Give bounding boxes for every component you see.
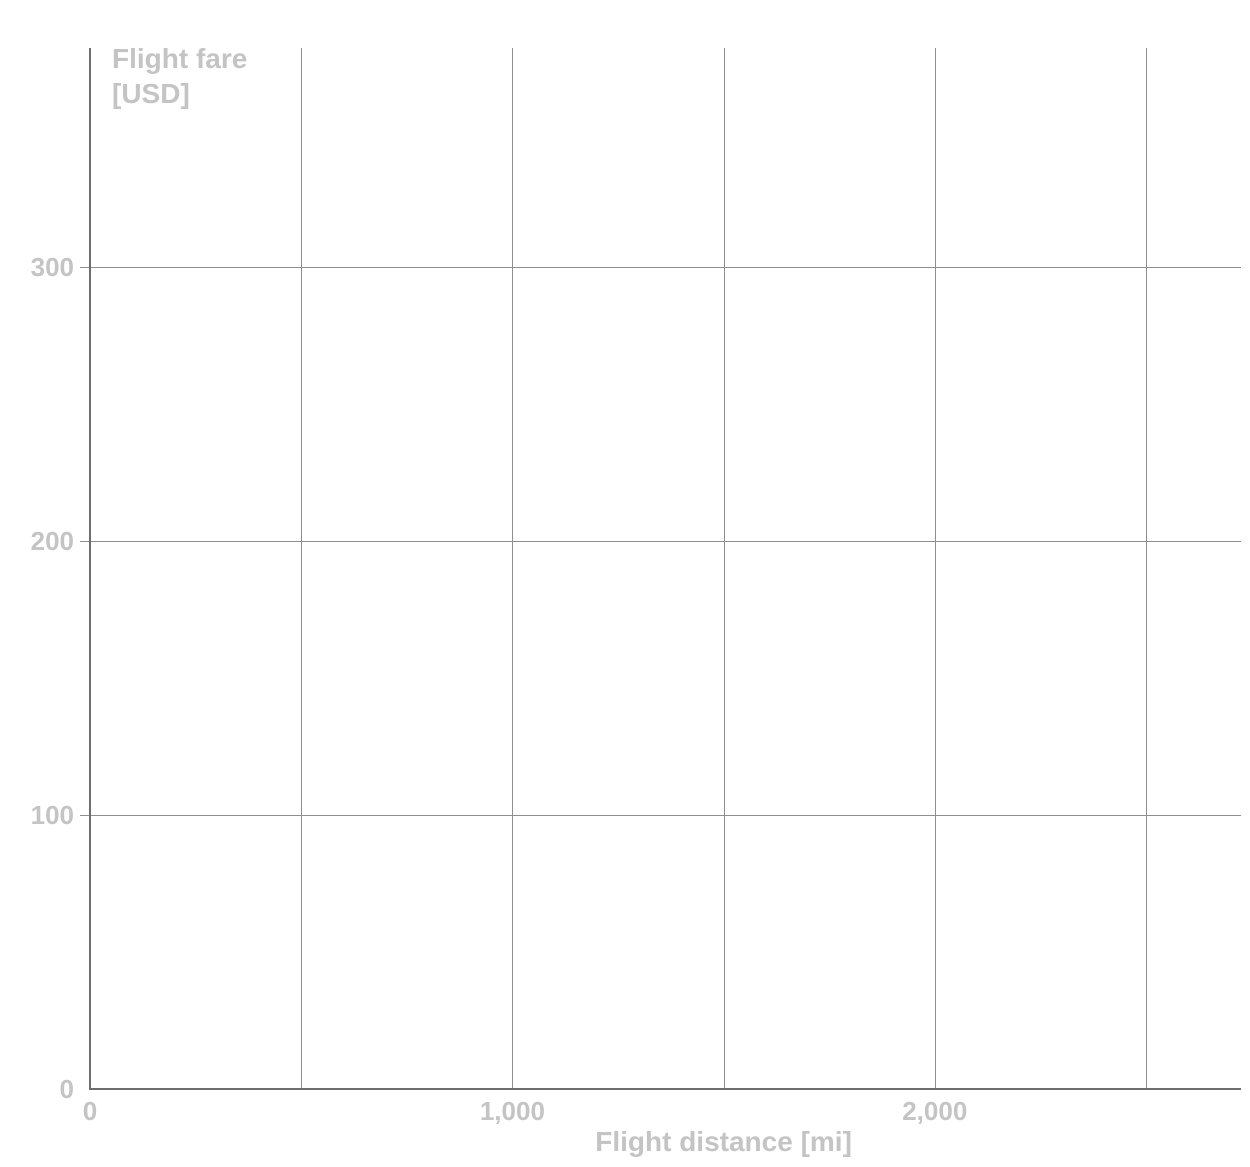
x-tick-label-2,000: 2,000 bbox=[902, 1096, 968, 1126]
y-tick-label-0: 0 bbox=[59, 1074, 74, 1104]
x-axis-title: Flight distance [mi] bbox=[595, 1126, 852, 1157]
y-axis-title-line-2: [USD] bbox=[112, 78, 190, 109]
y-tick-label-100: 100 bbox=[30, 800, 74, 831]
y-tick-label-300: 300 bbox=[30, 252, 74, 283]
y-tick-label-200: 200 bbox=[30, 526, 74, 557]
y-axis-title-line-1: Flight fare bbox=[112, 43, 248, 74]
x-tick-label-1,000: 1,000 bbox=[479, 1096, 545, 1126]
x-tick-label-0: 0 bbox=[82, 1096, 98, 1126]
